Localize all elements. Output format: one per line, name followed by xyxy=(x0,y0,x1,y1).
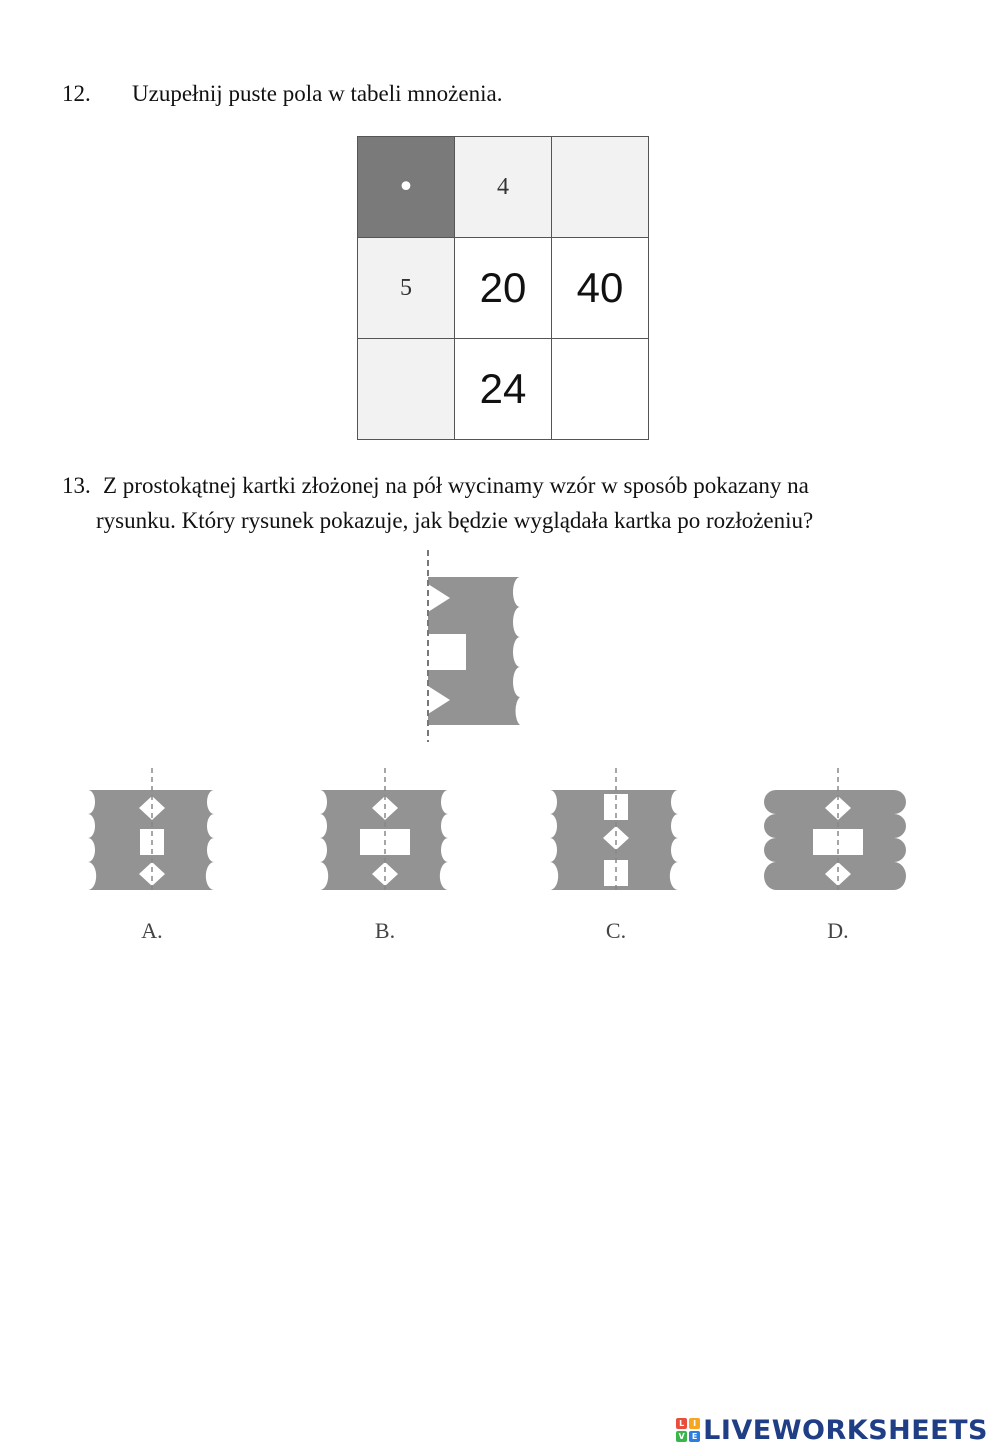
option-a-figure[interactable] xyxy=(78,766,228,896)
cell-r2-c1: 24 xyxy=(455,339,552,440)
option-d-label[interactable]: D. xyxy=(827,918,849,943)
logo-text: LIVEWORKSHEETS xyxy=(703,1414,988,1446)
col-header-1: 4 xyxy=(455,137,552,238)
liveworksheets-logo xyxy=(676,1412,988,1448)
option-c-label[interactable]: C. xyxy=(605,918,627,943)
col-header-2-blank[interactable] xyxy=(552,137,649,238)
row-header-1: 5 xyxy=(358,238,455,339)
q13-line1: Z prostokątnej kartki złożonej na pół wycinamy wzór w sposób pokazany na xyxy=(103,473,809,498)
folded-paper-figure xyxy=(420,548,540,744)
cell-r1-c1: 20 xyxy=(455,238,552,339)
option-c-rect-bottom xyxy=(604,860,628,886)
q13-line2: rysunku. Który rysunek pokazuje, jak będzie wyglądała kartka po rozłożeniu? xyxy=(96,508,814,533)
cell-r2-c2-blank[interactable] xyxy=(552,339,649,440)
option-b-figure[interactable] xyxy=(310,766,460,896)
option-a-label[interactable]: A. xyxy=(141,918,163,943)
multiplication-table xyxy=(357,136,649,440)
option-c-figure[interactable] xyxy=(540,766,690,896)
cell-r1-c2: 40 xyxy=(552,238,649,339)
logo-blocks-icon: L I V E xyxy=(676,1418,700,1442)
q12-number: 12. xyxy=(62,81,91,106)
option-b-label[interactable]: B. xyxy=(374,918,396,943)
row-header-2-blank[interactable] xyxy=(358,339,455,440)
folded-paper-shape xyxy=(428,577,520,725)
option-d-figure[interactable] xyxy=(762,766,918,896)
q12-text: Uzupełnij puste pola w tabeli mnożenia. xyxy=(132,81,503,106)
q13-number: 13. xyxy=(62,473,91,498)
multiply-dot-icon: • xyxy=(397,169,415,205)
table-corner-cell xyxy=(358,137,455,238)
